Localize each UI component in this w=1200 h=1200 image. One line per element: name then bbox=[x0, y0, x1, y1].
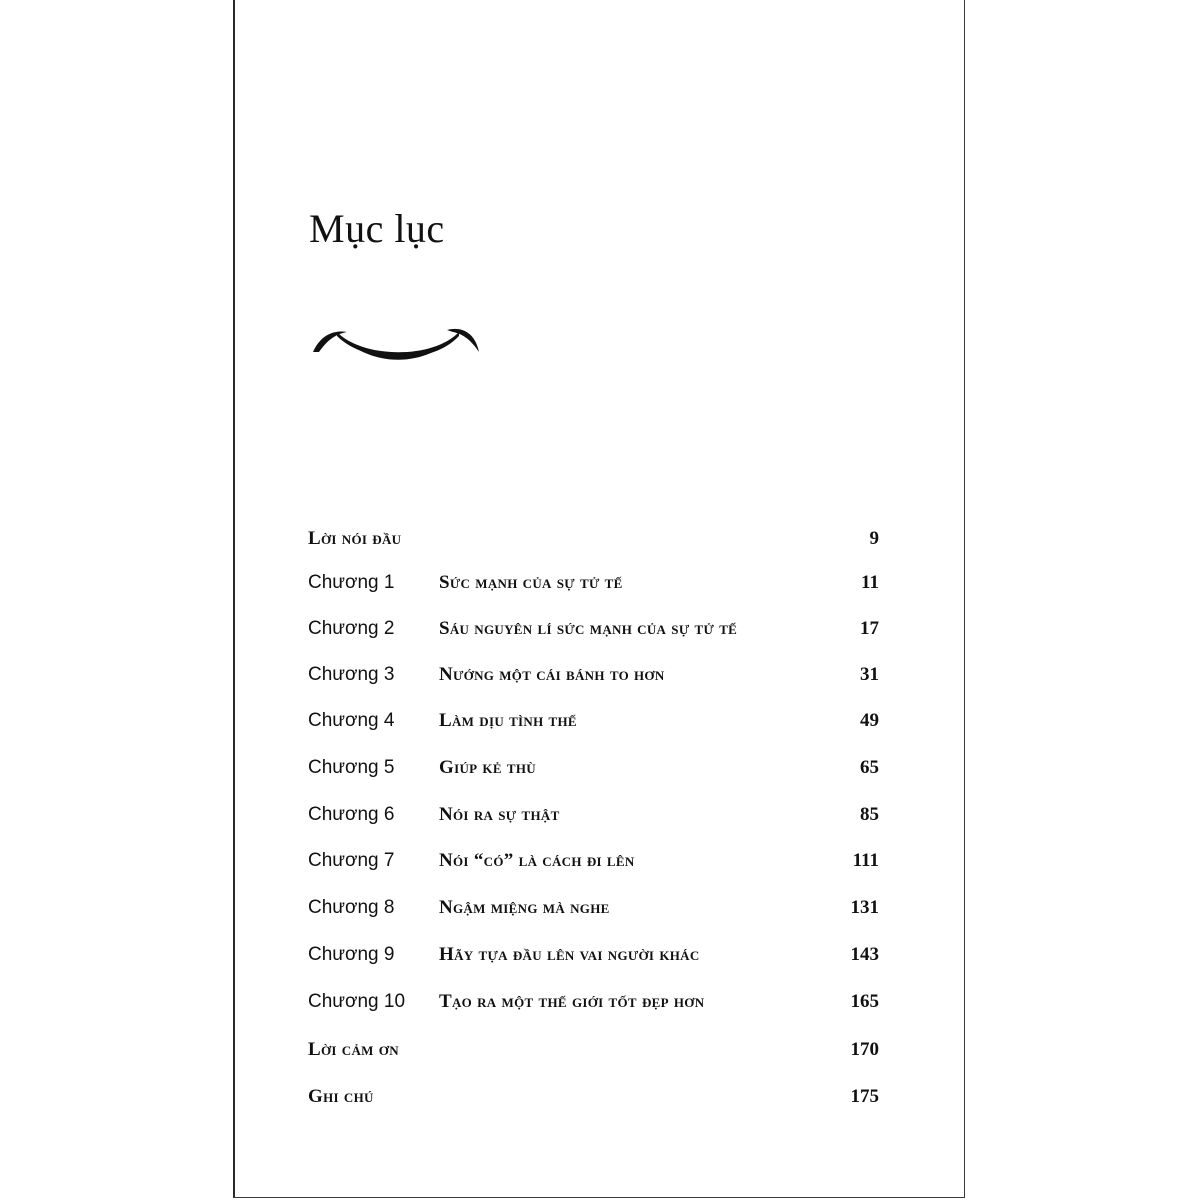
toc-heading: Hãy tựa đầu lên vai người khác bbox=[439, 944, 700, 965]
toc-row[interactable] bbox=[235, 1086, 967, 1116]
toc-heading: Làm dịu tình thế bbox=[439, 710, 577, 731]
toc-page-number: 17 bbox=[860, 618, 879, 639]
chapter-label: Chương 4 bbox=[308, 710, 395, 731]
chapter-label: Chương 10 bbox=[308, 991, 406, 1012]
toc-page-number: 170 bbox=[850, 1039, 879, 1060]
chapter-label: Chương 9 bbox=[308, 944, 395, 965]
toc-row[interactable] bbox=[235, 664, 967, 694]
toc-page-number: 31 bbox=[860, 664, 879, 685]
toc-page-number: 9 bbox=[869, 528, 879, 549]
toc-heading: Tạo ra một thế giới tốt đẹp hơn bbox=[439, 991, 705, 1012]
toc-heading: Lời cảm ơn bbox=[308, 1039, 399, 1060]
toc-heading: Nói ra sự thật bbox=[439, 804, 560, 825]
toc-row[interactable] bbox=[235, 897, 967, 927]
toc-page-number: 49 bbox=[860, 710, 879, 731]
toc-row[interactable] bbox=[235, 710, 967, 740]
toc-row[interactable] bbox=[235, 944, 967, 974]
toc-row[interactable] bbox=[235, 528, 967, 558]
toc-row[interactable] bbox=[235, 757, 967, 787]
toc-heading: Sáu nguyên lí sức mạnh của sự tử tế bbox=[439, 618, 738, 639]
toc-heading: Giúp kẻ thù bbox=[439, 757, 536, 778]
toc-page-number: 165 bbox=[850, 991, 879, 1012]
page-title: Mục lục bbox=[309, 206, 445, 251]
toc-row[interactable] bbox=[235, 1039, 967, 1069]
toc-heading: Lời nói đầu bbox=[308, 528, 402, 549]
chapter-label: Chương 2 bbox=[308, 618, 395, 639]
toc-heading: Ngậm miệng mà nghe bbox=[439, 897, 610, 918]
toc-page-number: 85 bbox=[860, 804, 879, 825]
toc-page-number: 131 bbox=[850, 897, 879, 918]
toc-heading: Sức mạnh của sự tử tế bbox=[439, 572, 623, 593]
chapter-label: Chương 8 bbox=[308, 897, 395, 918]
toc-row[interactable] bbox=[235, 572, 967, 602]
toc-page-number: 143 bbox=[850, 944, 879, 965]
toc-row[interactable] bbox=[235, 991, 967, 1021]
chapter-label: Chương 5 bbox=[308, 757, 395, 778]
toc-row[interactable] bbox=[235, 618, 967, 648]
toc-page-number: 175 bbox=[850, 1086, 879, 1107]
book-page bbox=[233, 0, 965, 1198]
toc-row[interactable] bbox=[235, 850, 967, 880]
toc-page-number: 65 bbox=[860, 757, 879, 778]
chapter-label: Chương 3 bbox=[308, 664, 395, 685]
chapter-label: Chương 1 bbox=[308, 572, 395, 593]
chapter-label: Chương 6 bbox=[308, 804, 395, 825]
smile-icon bbox=[307, 318, 483, 374]
toc-page-number: 11 bbox=[861, 572, 879, 593]
toc-heading: Nướng một cái bánh to hơn bbox=[439, 664, 665, 685]
toc-page-number: 111 bbox=[852, 850, 879, 871]
toc-heading: Ghi chú bbox=[308, 1086, 374, 1107]
toc-heading: Nói “có” là cách đi lên bbox=[439, 850, 635, 871]
toc-row[interactable] bbox=[235, 804, 967, 834]
chapter-label: Chương 7 bbox=[308, 850, 395, 871]
